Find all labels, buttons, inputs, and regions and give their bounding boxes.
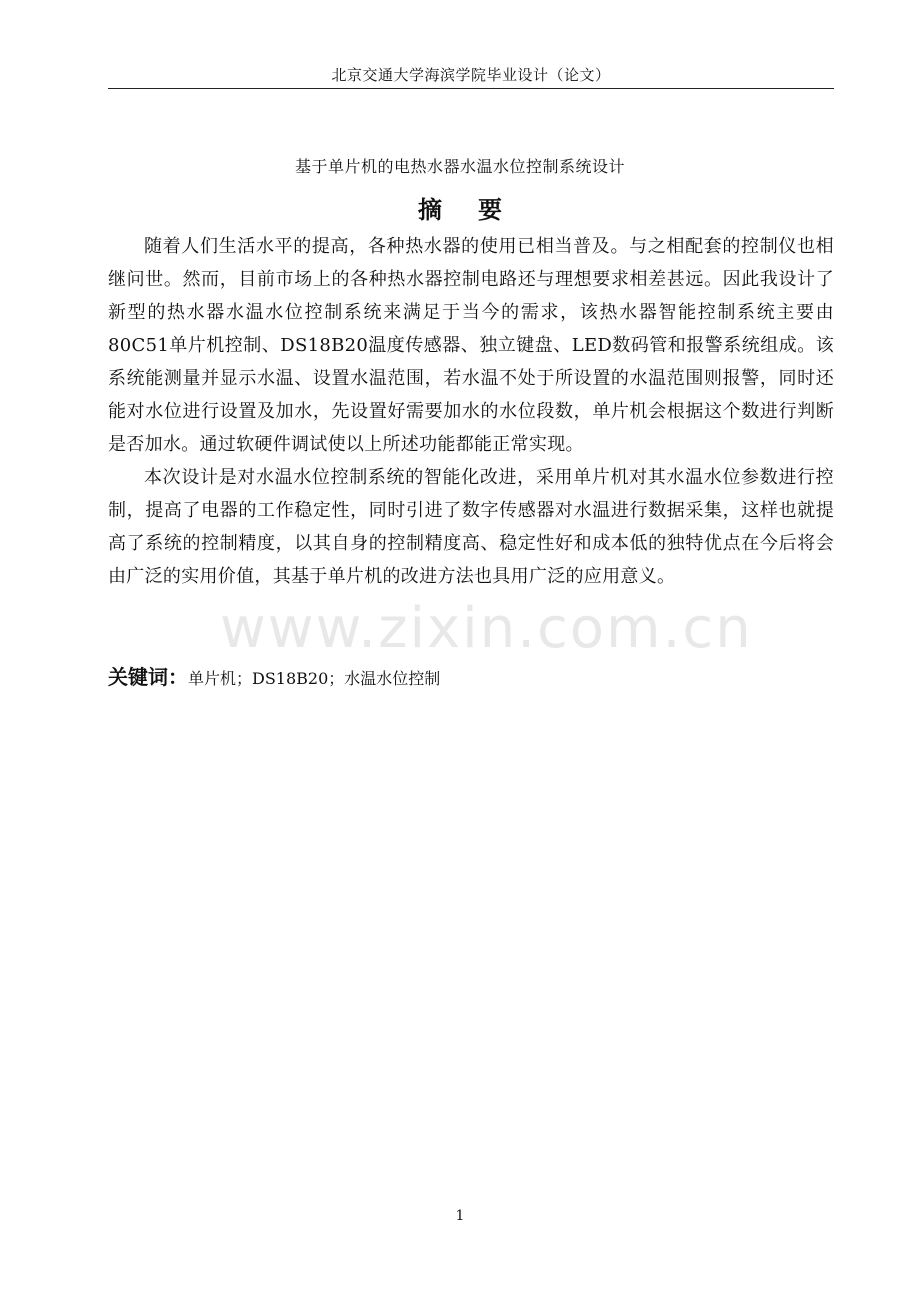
keywords-line xyxy=(108,662,834,694)
thesis-title: 基于单片机的电热水器水温水位控制系统设计 xyxy=(294,157,625,176)
abstract-body xyxy=(108,230,834,593)
watermark-text: www.zixin.com.cn xyxy=(220,596,753,661)
abstract-paragraph: 本次设计是对水温水位控制系统的智能化改进，采用单片机对其水温水位参数进行控制，提高了电器的工作稳定性，同时引进了数字传感器对水温进行数据采集，这样也就提高了系统的控制精度，以其自身的控制精度高、稳定性好和成本低的独特优点在今后将会由广泛的实用价值，其基于单片机的改进方法也具用广泛的应用意义。 xyxy=(108,467,834,587)
keywords-text: 单片机；DS18B20；水温水位控制 xyxy=(188,669,441,688)
abstract-paragraph: 随着人们生活水平的提高，各种热水器的使用已相当普及。与之相配套的控制仪也相继问世。然而，目前市场上的各种热水器控制电路还与理想要求相差甚远。因此我设计了新型的热水器水温水位控制系统来满足于当今的需求，该热水器智能控制系统主要由80C51单片机控制、DS18B20温度传感器、独立键盘、LED数码管和报警系统组成。该系统能测量并显示水温、设置水温范围，若水温不处于所设置的水温范围则报警，同时还能对水位进行设置及加水，先设置好需要加水的水位段数，单片机会根据这个数进行判断是否加水。通过软硬件调试使以上所述功能都能正常实现。 xyxy=(108,236,834,455)
abstract-heading: 摘要 xyxy=(418,196,538,224)
page-number: 1 xyxy=(455,1208,465,1224)
keywords-label: 关键词： xyxy=(108,665,188,689)
running-header: 北京交通大学海滨学院毕业设计（论文） xyxy=(108,64,834,89)
